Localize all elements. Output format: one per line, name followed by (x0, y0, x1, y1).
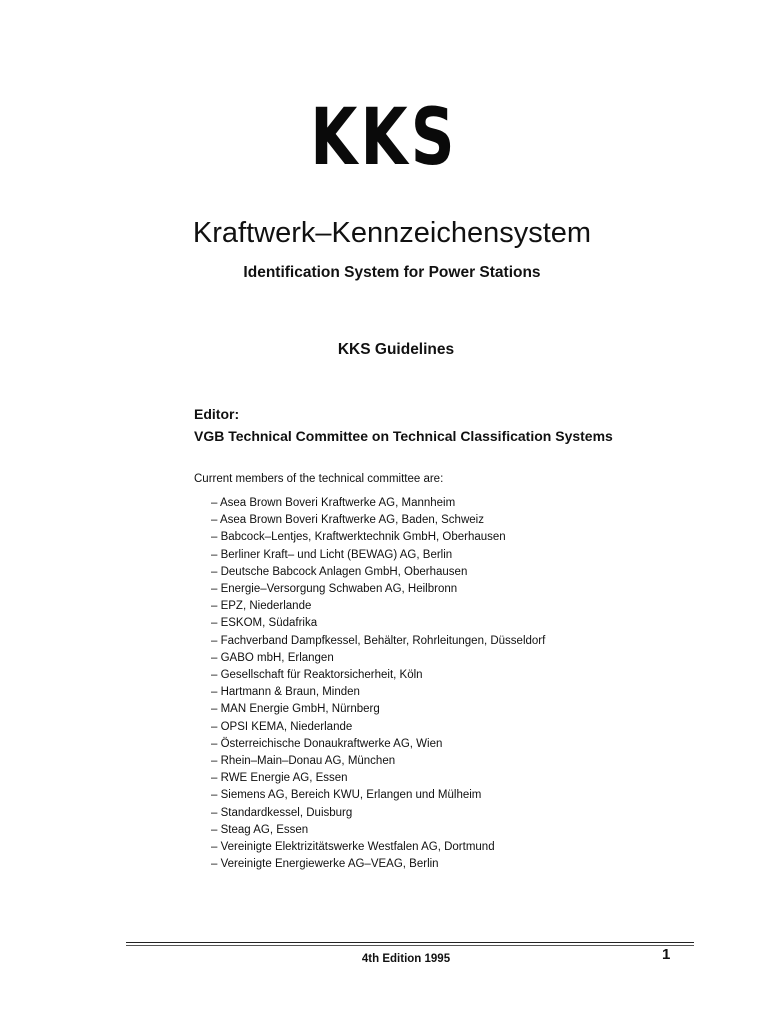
list-item: – Steag AG, Essen (211, 822, 545, 839)
list-item: – GABO mbH, Erlangen (211, 650, 545, 667)
members-list (211, 495, 545, 873)
document-subtitle: Identification System for Power Stations (243, 264, 541, 281)
footer-rule-thin (126, 945, 694, 946)
guidelines-heading: KKS Guidelines (337, 341, 455, 358)
list-item: – Berliner Kraft– und Licht (BEWAG) AG, Berlin (211, 547, 545, 564)
list-item: – EPZ, Niederlande (211, 598, 545, 615)
list-item: – RWE Energie AG, Essen (211, 770, 545, 787)
list-item: – Vereinigte Energiewerke AG–VEAG, Berlin (211, 856, 545, 873)
list-item: – Standardkessel, Duisburg (211, 805, 545, 822)
edition-label: 4th Edition 1995 (361, 953, 451, 965)
list-item: – Asea Brown Boveri Kraftwerke AG, Baden, Schweiz (211, 512, 545, 529)
list-item: – Deutsche Babcock Anlagen GmbH, Oberhausen (211, 564, 545, 581)
list-item: – Babcock–Lentjes, Kraftwerktechnik GmbH, Oberhausen (211, 529, 545, 546)
list-item: – OPSI KEMA, Niederlande (211, 719, 545, 736)
list-item: – ESKOM, Südafrika (211, 615, 545, 632)
document-title: Kraftwerk–Kennzeichensystem (192, 217, 592, 249)
editor-label: Editor: (194, 406, 240, 422)
list-item: – Hartmann & Braun, Minden (211, 684, 545, 701)
list-item: – Rhein–Main–Donau AG, München (211, 753, 545, 770)
list-item: – Vereinigte Elektrizitätswerke Westfalen AG, Dortmund (211, 839, 545, 856)
list-item: – Gesellschaft für Reaktorsicherheit, Köln (211, 667, 545, 684)
footer-rule (126, 942, 694, 943)
list-item: – Fachverband Dampfkessel, Behälter, Rohrleitungen, Düsseldorf (211, 633, 545, 650)
page-number: 1 (662, 946, 671, 963)
list-item: – Energie–Versorgung Schwaben AG, Heilbronn (211, 581, 545, 598)
list-item: – Siemens AG, Bereich KWU, Erlangen und Mülheim (211, 787, 545, 804)
members-intro: Current members of the technical committee are: (194, 473, 444, 485)
list-item: – Österreichische Donaukraftwerke AG, Wien (211, 736, 545, 753)
editor-name: VGB Technical Committee on Technical Classification Systems (194, 428, 613, 444)
list-item: – MAN Energie GmbH, Nürnberg (211, 701, 545, 718)
document-logo: KKS (310, 93, 458, 183)
list-item: – Asea Brown Boveri Kraftwerke AG, Mannheim (211, 495, 545, 512)
